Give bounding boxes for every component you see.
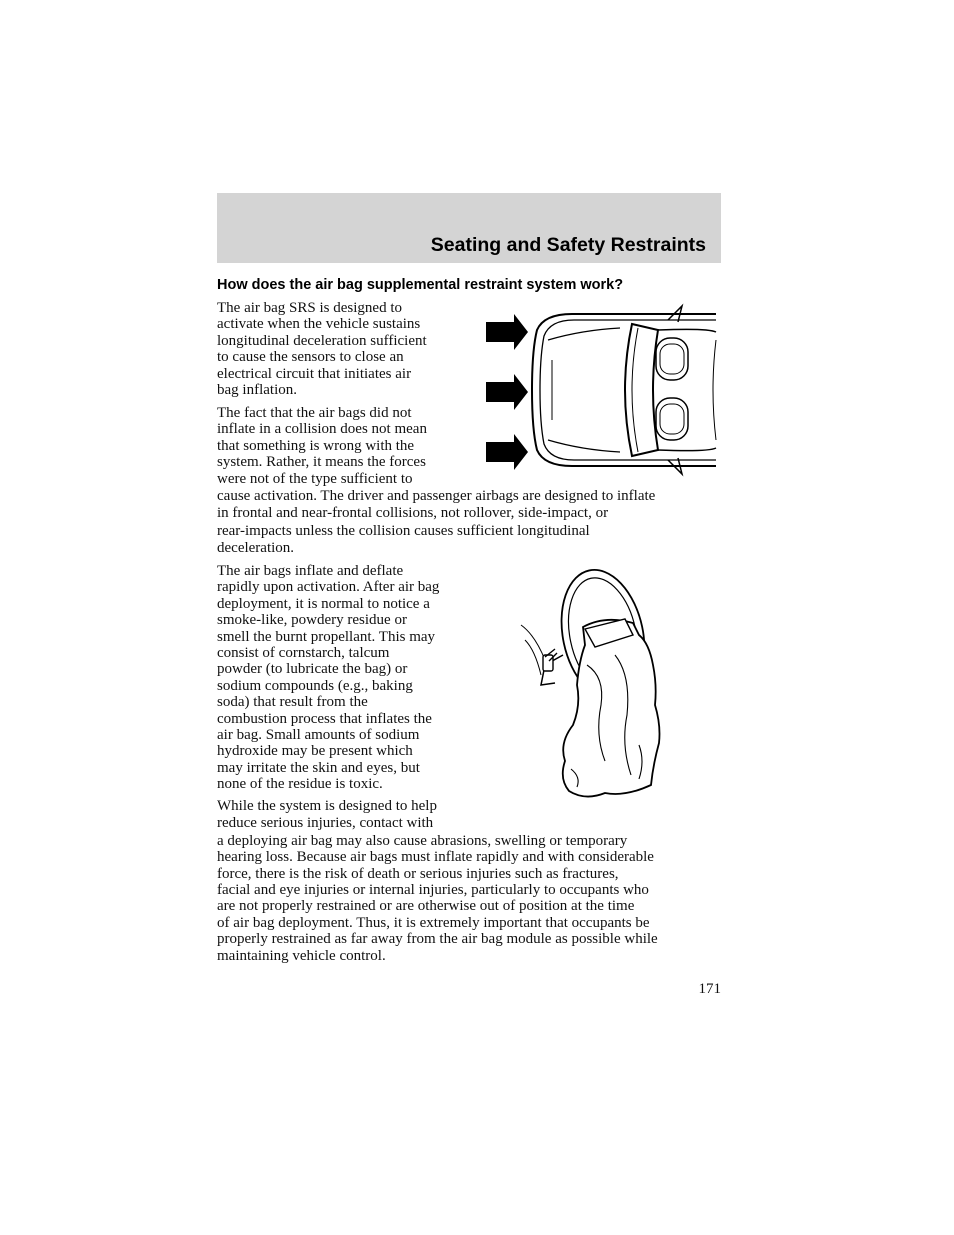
- deployed-steering-wheel-airbag-illustration: [515, 565, 675, 810]
- text-line: consist of cornstarch, talcum: [217, 645, 390, 662]
- text-line: hearing loss. Because air bags must inflate rapidly and with considerable: [217, 849, 654, 866]
- text-line: longitudinal deceleration sufficient: [217, 332, 427, 349]
- text-line: deceleration.: [217, 540, 295, 557]
- paragraph-srs-design: [217, 300, 427, 398]
- text-line: cause activation. The driver and passenger airbags are designed to inflate: [217, 488, 656, 505]
- impact-arrow-icon: [486, 314, 528, 350]
- text-line: rear-impacts unless the collision causes sufficient longitudinal: [217, 522, 590, 539]
- text-line: properly restrained as far away from the air bag module as possible while: [217, 931, 658, 948]
- text-line: The fact that the air bags did not: [217, 405, 412, 421]
- text-line: The air bags inflate and deflate: [217, 563, 404, 579]
- text-line: in frontal and near-frontal collisions, not rollover, side-impact, or: [217, 505, 609, 522]
- section-header-band: [217, 193, 721, 263]
- paragraph-inflate-deflate: [217, 563, 439, 793]
- text-line: force, there is the risk of death or serious injuries such as fractures,: [217, 865, 619, 882]
- text-line: a deploying air bag may also cause abrasions, swelling or temporary: [217, 832, 628, 849]
- text-line: facial and eye injuries or internal injuries, particularly to occupants who: [217, 882, 649, 899]
- text-line: system. Rather, it means the forces: [217, 454, 426, 471]
- text-line: were not of the type sufficient to: [217, 470, 413, 487]
- text-line: hydroxide may be present which: [217, 743, 413, 760]
- text-line: deployment, it is normal to notice a: [217, 595, 430, 612]
- car-frontal-impact-illustration: [482, 300, 722, 480]
- text-line: The air bag SRS is designed to: [217, 300, 402, 316]
- car-body: [532, 306, 716, 474]
- airbag-cushion-icon: [563, 619, 660, 797]
- text-line: combustion process that inflates the: [217, 710, 432, 727]
- text-line: that something is wrong with the: [217, 437, 415, 454]
- text-line: smell the burnt propellant. This may: [217, 628, 436, 645]
- text-line: maintaining vehicle control.: [217, 947, 386, 964]
- text-line: may irritate the skin and eyes, but: [217, 759, 420, 776]
- text-line: to cause the sensors to close an: [217, 349, 404, 366]
- text-line: powder (to lubricate the bag) or: [217, 661, 408, 678]
- text-line: of air bag deployment. Thus, it is extremely important that occupants be: [217, 914, 650, 931]
- text-line: bag inflation.: [217, 382, 297, 399]
- text-line: activate when the vehicle sustains: [217, 316, 421, 333]
- text-line: rapidly upon activation. After air bag: [217, 579, 440, 596]
- impact-arrow-icon: [486, 434, 528, 470]
- text-line: soda) that result from the: [217, 694, 368, 711]
- page-number: 171: [698, 981, 721, 997]
- text-line: reduce serious injuries, contact with: [217, 815, 434, 832]
- text-line: smoke-like, powdery residue or: [217, 612, 407, 629]
- text-line: inflate in a collision does not mean: [217, 421, 427, 438]
- section-title: Seating and Safety Restraints: [430, 234, 706, 256]
- paragraph-injury-risk: [217, 798, 658, 964]
- impact-arrow-icon: [486, 374, 528, 410]
- text-line: none of the residue is toxic.: [217, 776, 383, 793]
- question-heading: How does the air bag supplemental restraint system work?: [217, 277, 624, 293]
- text-line: While the system is designed to help: [217, 798, 437, 814]
- text-line: electrical circuit that initiates air: [217, 365, 412, 382]
- text-line: sodium compounds (e.g., baking: [217, 677, 413, 694]
- text-line: are not properly restrained or are otherwise out of position at the time: [217, 898, 635, 915]
- text-line: air bag. Small amounts of sodium: [217, 727, 420, 744]
